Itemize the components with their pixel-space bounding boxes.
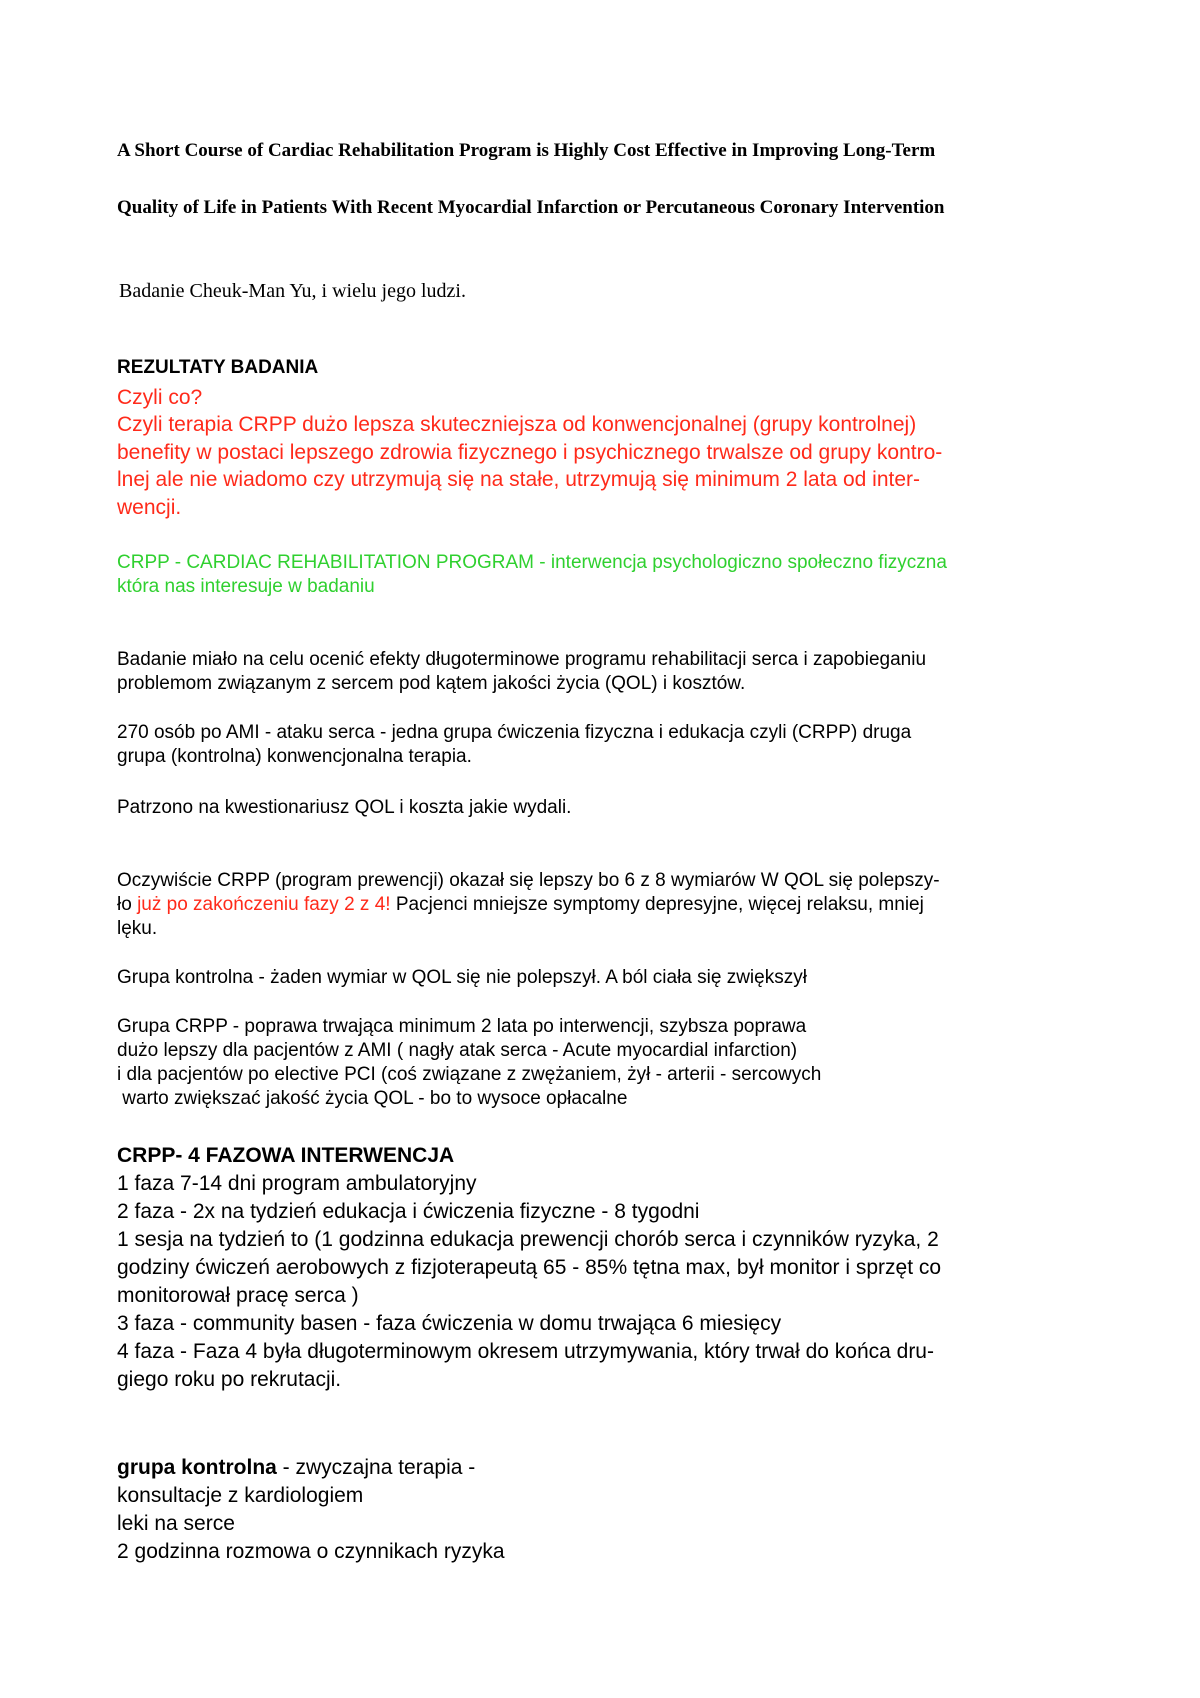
outcome-line-2-post: Pacjenci mniejsze symptomy depresyjne, więcej relaksu, mniej	[390, 894, 924, 915]
control-group-line: konsultacje z kardiologiem	[117, 1484, 364, 1507]
crpp-definition-line: która nas interesuje w badaniu	[117, 576, 375, 597]
results-red-line: wencji.	[117, 496, 182, 519]
phase-line: 4 faza - Faza 4 była długoterminowym okresem utrzymywania, który trwał do końca dru-	[117, 1340, 934, 1363]
phase-line: 3 faza - community basen - faza ćwiczenia w domu trwająca 6 miesięcy	[117, 1312, 782, 1335]
crpp-group-line: dużo lepszy dla pacjentów z AMI ( nagły atak serca - Acute myocardial infarction)	[117, 1040, 798, 1061]
control-group-label: grupa kontrolna	[117, 1456, 277, 1479]
crpp-group-line: i dla pacjentów po elective PCI (coś związane z zwężaniem, żył - arterii - sercowych	[117, 1064, 822, 1085]
outcome-highlight: już po zakończeniu fazy 2 z 4!	[137, 894, 391, 915]
phase-line: monitorował pracę serca )	[117, 1284, 359, 1307]
aim-line: Badanie miało na celu ocenić efekty długoterminowe programu rehabilitacji serca i zapobieganiu	[117, 649, 927, 670]
crpp-group-line: Grupa CRPP - poprawa trwająca minimum 2 lata po interwencji, szybsza poprawa	[117, 1016, 807, 1037]
phase-line: giego roku po rekrutacji.	[117, 1368, 342, 1391]
results-red-line: Czyli co?	[117, 386, 203, 409]
control-group-heading	[117, 1456, 475, 1480]
title-line-1: A Short Course of Cardiac Rehabilitation Program is Highly Cost Effective in Improving Long-Term	[117, 140, 936, 161]
results-red-line: benefity w postaci lepszego zdrowia fizycznego i psychicznego trwalsze od grupy kontro-	[117, 441, 943, 464]
outcome-line-2-pre: ło	[117, 894, 138, 915]
control-result-line: Grupa kontrolna - żaden wymiar w QOL się nie polepszył. A ból ciała się zwiększył	[117, 967, 807, 988]
phase-line: 2 faza - 2x na tydzień edukacja i ćwiczenia fizyczne - 8 tygodni	[117, 1200, 700, 1223]
phase-line: godziny ćwiczeń aerobowych z fizjoterapeutą 65 - 85% tętna max, był monitor i sprzęt co	[117, 1256, 942, 1279]
measures-line: Patrzono na kwestionariusz QOL i koszta jakie wydali.	[117, 797, 572, 818]
participants-line: 270 osób po AMI - ataku serca - jedna grupa ćwiczenia fizyczna i edukacja czyli (CRPP) druga	[117, 722, 912, 743]
results-red-line: Czyli terapia CRPP dużo lepsza skuteczniejsza od konwencjonalnej (grupy kontrolnej)	[117, 413, 917, 436]
results-heading: REZULTATY BADANIA	[117, 357, 319, 378]
outcome-line-2	[117, 894, 924, 916]
outcome-line-1: Oczywiście CRPP (program prewencji) okazał się lepszy bo 6 z 8 wymiarów W QOL się polepszy-	[117, 870, 940, 891]
phase-line: 1 sesja na tydzień to (1 godzinna edukacja prewencji chorób serca i czynników ryzyka, 2	[117, 1228, 939, 1251]
control-group-line: 2 godzinna rozmowa o czynnikach ryzyka	[117, 1540, 505, 1563]
crpp-definition-line: CRPP - CARDIAC REHABILITATION PROGRAM - interwencja psychologiczno społeczno fizyczna	[117, 552, 947, 573]
authors: Badanie Cheuk-Man Yu, i wielu jego ludzi.	[119, 280, 466, 302]
crpp-group-line: warto zwiększać jakość życia QOL - bo to wysoce opłacalne	[117, 1088, 628, 1109]
control-group-rest: - zwyczajna terapia -	[276, 1456, 476, 1479]
phases-heading: CRPP- 4 FAZOWA INTERWENCJA	[117, 1144, 455, 1167]
aim-line: problemom związanym z sercem pod kątem jakości życia (QOL) i kosztów.	[117, 673, 746, 694]
phase-line: 1 faza 7-14 dni program ambulatoryjny	[117, 1172, 477, 1195]
outcome-line-3: lęku.	[117, 918, 158, 939]
title-line-2: Quality of Life in Patients With Recent Myocardial Infarction or Percutaneous Coronary Intervention	[117, 197, 945, 218]
results-red-line: lnej ale nie wiadomo czy utrzymują się na stałe, utrzymują się minimum 2 lata od inter-	[117, 468, 920, 491]
participants-line: grupa (kontrolna) konwencjonalna terapia.	[117, 746, 472, 767]
control-group-line: leki na serce	[117, 1512, 235, 1535]
